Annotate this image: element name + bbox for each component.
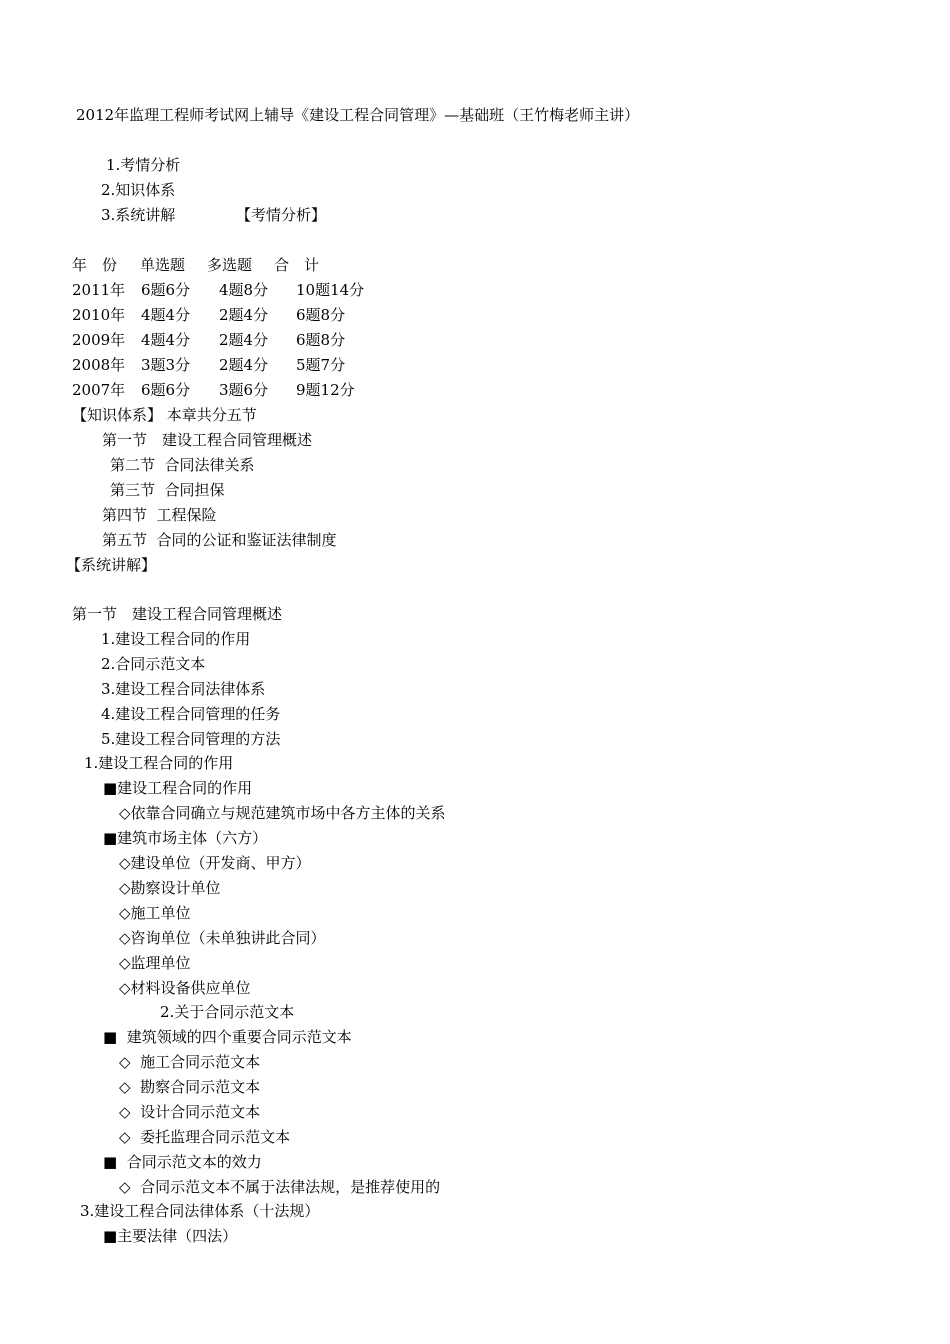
outline-item-3: 3.系统讲解 <box>101 206 176 224</box>
p2-bullet-2: ■ 合同示范文本的效力 <box>103 1153 262 1171</box>
xitong-heading: 【系统讲解】 <box>66 556 157 574</box>
outline-item-2: 2.知识体系 <box>101 181 176 199</box>
market-entity-item: ◇勘察设计单位 <box>119 879 221 897</box>
zhishi-heading: 【知识体系】 本章共分五节 <box>72 406 257 424</box>
table-header-total: 合 计 <box>274 256 320 274</box>
table-cell: 2010年 <box>72 306 126 324</box>
section-item-4: 第四节 工程保险 <box>102 506 217 524</box>
table-cell: 6题6分 <box>141 281 191 299</box>
table-cell: 6题6分 <box>141 381 191 399</box>
p2-title: 2.关于合同示范文本 <box>160 1003 295 1021</box>
sec1-item-4: 4.建设工程合同管理的任务 <box>101 705 281 723</box>
sec1-item-5: 5.建设工程合同管理的方法 <box>101 730 281 748</box>
p1-bullet-1-detail: ◇依靠合同确立与规范建筑市场中各方主体的关系 <box>119 804 446 822</box>
outline-item-1: 1.考情分析 <box>106 156 181 174</box>
sec1-item-1: 1.建设工程合同的作用 <box>101 630 251 648</box>
p1-bullet-2: ■建筑市场主体（六方） <box>103 829 268 847</box>
table-cell: 4题8分 <box>219 281 269 299</box>
table-cell: 3题6分 <box>219 381 269 399</box>
table-cell: 9题12分 <box>296 381 355 399</box>
kaoqing-heading: 【考情分析】 <box>236 206 327 224</box>
model-text-item: ◇ 勘察合同示范文本 <box>119 1078 261 1096</box>
p1-bullet-1: ■建设工程合同的作用 <box>103 779 253 797</box>
model-text-item: ◇ 施工合同示范文本 <box>119 1053 261 1071</box>
sec1-title: 第一节 建设工程合同管理概述 <box>72 605 283 623</box>
market-entity-item: ◇材料设备供应单位 <box>119 979 251 997</box>
section-item-1: 第一节 建设工程合同管理概述 <box>102 431 313 449</box>
table-cell: 4题4分 <box>141 331 191 349</box>
table-header-multi: 多选题 <box>207 256 253 274</box>
market-entity-item: ◇咨询单位（未单独讲此合同） <box>119 929 326 947</box>
section-item-2: 第二节 合同法律关系 <box>110 456 255 474</box>
document-title: 2012年监理工程师考试网上辅导《建设工程合同管理》—基础班（王竹梅老师主讲） <box>76 106 640 124</box>
sec1-item-2: 2.合同示范文本 <box>101 655 206 673</box>
table-cell: 2题4分 <box>219 306 269 324</box>
sec1-item-3: 3.建设工程合同法律体系 <box>101 680 266 698</box>
table-cell: 2009年 <box>72 331 126 349</box>
market-entity-item: ◇建设单位（开发商、甲方） <box>119 854 311 872</box>
table-cell: 6题8分 <box>296 331 346 349</box>
p2-bullet-1: ■ 建筑领域的四个重要合同示范文本 <box>103 1028 352 1046</box>
p2-bullet-2-detail: ◇ 合同示范文本不属于法律法规，是推荐使用的 <box>119 1178 441 1196</box>
table-cell: 2题4分 <box>219 356 269 374</box>
table-cell: 2011年 <box>72 281 126 299</box>
table-cell: 10题14分 <box>296 281 365 299</box>
section-item-5: 第五节 合同的公证和鉴证法律制度 <box>102 531 337 549</box>
market-entity-item: ◇施工单位 <box>119 904 191 922</box>
market-entity-item: ◇监理单位 <box>119 954 191 972</box>
table-header-year: 年 份 <box>72 256 118 274</box>
p3-title: 3.建设工程合同法律体系（十法规） <box>80 1202 320 1220</box>
table-cell: 2007年 <box>72 381 126 399</box>
section-item-3: 第三节 合同担保 <box>110 481 225 499</box>
model-text-item: ◇ 委托监理合同示范文本 <box>119 1128 291 1146</box>
table-cell: 2008年 <box>72 356 126 374</box>
table-cell: 6题8分 <box>296 306 346 324</box>
p1-title: 1.建设工程合同的作用 <box>84 754 234 772</box>
table-cell: 2题4分 <box>219 331 269 349</box>
table-cell: 5题7分 <box>296 356 346 374</box>
table-header-single: 单选题 <box>140 256 186 274</box>
table-cell: 4题4分 <box>141 306 191 324</box>
model-text-item: ◇ 设计合同示范文本 <box>119 1103 261 1121</box>
p3-bullet-1: ■主要法律（四法） <box>103 1227 238 1245</box>
table-cell: 3题3分 <box>141 356 191 374</box>
